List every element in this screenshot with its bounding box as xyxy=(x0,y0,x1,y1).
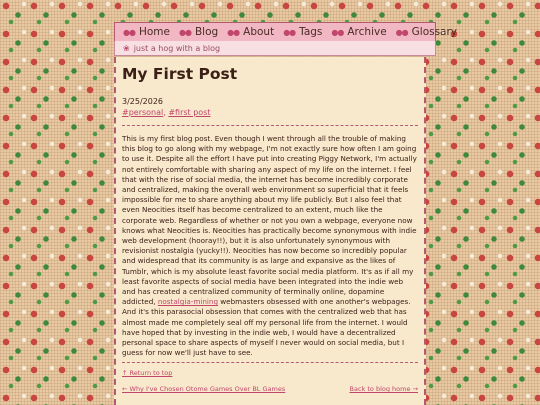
nostalgia-mining-link[interactable]: nostalgia-mining xyxy=(157,297,219,307)
post-title: My First Post xyxy=(122,65,238,83)
prev-post-link[interactable]: ← Why I've Chosen Otome Games Over BL Games xyxy=(122,385,286,394)
post-body xyxy=(122,134,418,358)
nav-item-tags[interactable] xyxy=(283,26,322,38)
nav-item-label: Blog xyxy=(194,26,219,38)
pig-nose-icon: ●● xyxy=(227,27,240,37)
divider xyxy=(122,125,418,126)
nav-item-label: Archive xyxy=(347,26,387,38)
post-content xyxy=(114,57,426,405)
pig-nose-icon: ●● xyxy=(283,27,296,37)
nav-item-label: Glossary xyxy=(411,26,458,38)
tag-link-first-post[interactable]: #first post xyxy=(168,108,211,117)
nav-item-label: Home xyxy=(138,26,170,38)
nav-item-about[interactable] xyxy=(227,26,274,38)
post-body-text: This is my first blog post. Even though I went through all the trouble of making this blog to go along with my webpage, I'm not exactly sure how often I am going to use it. Despite all the effort I have put into creating Piggy Network, I'm actually not entirely comfortable with sharing any aspect of my life on the internet. I feel that with the rise of social media, the internet has become incredibly corporate and centralized, making the overall web environment so superficial that it feels impossible for me to share anything about my life publicly. But I also feel that even Neocities itself has become centralized to an extent, much like the corporate web. Regardless of whether or not you own a webpage, everyone now knows what Neocities is. Neocities has practically become synonymous with indie web development (hooray!!), but it is also unfortunately synonymous with revisionist nostalgia (yucky!!). Neocities has now become so incredibly popular and widespread that its community is as large and expansive as the likes of Tumblr, which is my absolute least favorite social media platform. It's as if all my least favorite aspects of social media have been integrated into the indie web and has created a centralized community of terminally online, dopamine addicted, xyxy=(122,134,417,307)
nav-item-home[interactable] xyxy=(123,26,170,38)
pig-nose-icon: ●● xyxy=(123,27,135,37)
post-date: 3/25/2026 xyxy=(122,97,164,106)
top-nav xyxy=(114,22,458,42)
divider xyxy=(122,362,418,363)
site-tagline xyxy=(114,41,436,56)
nav-item-label: About xyxy=(243,26,275,38)
nav-item-glossary[interactable] xyxy=(396,26,457,38)
post-pagination xyxy=(122,385,418,393)
blog-home-link[interactable]: Back to blog home → xyxy=(349,385,418,394)
pig-nose-icon: ●● xyxy=(178,27,191,37)
flower-icon: ❀ xyxy=(123,43,130,53)
nav-item-archive[interactable] xyxy=(331,26,386,38)
pig-nose-icon: ●● xyxy=(395,27,408,37)
nav-item-label: Tags xyxy=(299,26,323,38)
post-body-text: webmasters obsessed with one another's webpages. And it's this parasocial obsession that comes with the centralized web that has almost made me completely seal off my personal life from the internet. I would have hoped that by investing in the indie web, I would have a decentralized personal space to share aspects of myself I never would on social media, but I guess for now we'll just have to see. xyxy=(122,297,411,358)
nav-item-blog[interactable] xyxy=(179,26,218,38)
tagline-text: just a hog with a blog xyxy=(133,43,221,53)
pig-nose-icon: ●● xyxy=(331,27,344,37)
return-to-top-link[interactable]: ↑ Return to top xyxy=(122,369,173,378)
tag-link-personal[interactable]: #personal xyxy=(122,108,164,117)
post-tags: #personal, #first post xyxy=(122,108,211,117)
